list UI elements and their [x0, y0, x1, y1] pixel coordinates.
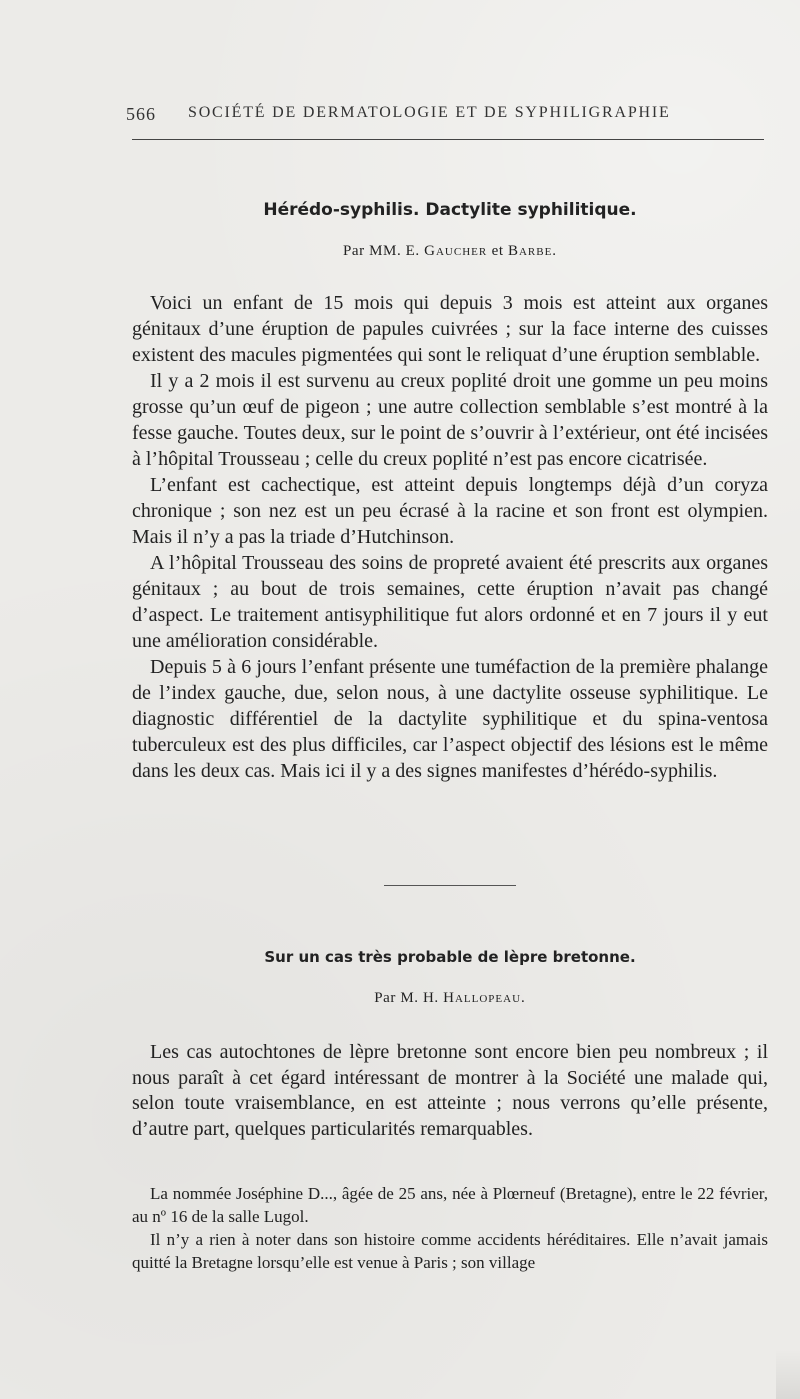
article-title-lepre-bretonne: Sur un cas très probable de lèpre bretonne. [264, 948, 636, 966]
paragraph: Il y a 2 mois il est survenu au creux poplité droit une gomme un peu moins grosse qu’un œuf de pigeon ; une autre collection semblable s’est montré à la fesse gauche. Toutes deux, sur le point de s’ouvrir à l’extérieur, ont été incisées à l’hôpital Trousseau ; celle du creux poplité n’est pas encore cicatrisée. [132, 370, 768, 470]
paragraph: L’enfant est cachectique, est atteint depuis longtemps déjà d’un coryza chronique ; son nez est un peu écrasé à la racine et son front est olympien. Mais il n’y a pas la triade d’Hutchinson. [132, 474, 768, 548]
running-title: SOCIÉTÉ DE DERMATOLOGIE ET DE SYPHILIGRAPHIE [188, 104, 671, 121]
section-separator [384, 885, 516, 886]
paragraph: Les cas autochtones de lèpre bretonne sont encore bien peu nombreux ; il nous paraît à cet égard intéressant de montrer à la Société une malade qui, selon toute vraisemblance, en est atteinte ; nous verrons qu’elle présente, d’autre part, quelques particularités remarquables. [132, 1041, 768, 1140]
scan-edge-shadow [776, 1349, 800, 1399]
case-paragraph: Il n’y a rien à noter dans son histoire comme accidents héréditaires. Elle n’avait jamais quitté la Bretagne lorsqu’elle est venue à Paris ; son village [132, 1230, 768, 1272]
paragraph: Voici un enfant de 15 mois qui depuis 3 mois est atteint aux organes génitaux d’une éruption de papules cuivrées ; sur la face interne des cuisses existent des macules pigmentées qui sont le reliquat d’une éruption semblable. [132, 292, 768, 366]
header-rule [132, 139, 764, 140]
case-paragraph: La nommée Joséphine D..., âgée de 25 ans, née à Plœrneuf (Bretagne), entre le 22 février, au nº 16 de la salle Lugol. [132, 1184, 768, 1226]
article-byline-lepre-bretonne [130, 990, 770, 1007]
author-barbe: Barbe. [507, 243, 558, 259]
byline-prefix: Par M. H. [374, 990, 439, 1006]
byline-conjunction: et [491, 243, 504, 259]
page-number: 566 [126, 104, 156, 124]
article-intro-lepre-bretonne [132, 1040, 768, 1142]
author-gaucher: Gaucher [424, 243, 488, 259]
byline-prefix: Par MM. E. [342, 243, 420, 259]
article-body-heredo-syphilis [132, 290, 768, 784]
paragraph: Depuis 5 à 6 jours l’enfant présente une tuméfaction de la première phalange de l’index gauche, due, selon nous, à une dactylite osseuse syphilitique. Le diagnostic différentiel de la dactylite syphilitique et du spina-ventosa tuberculeux est des plus difficiles, car l’aspect objectif des lésions est le même dans les deux cas. Mais ici il y a des signes manifestes d’hérédo-syphilis. [132, 656, 768, 782]
paragraph: A l’hôpital Trousseau des soins de propreté avaient été prescrits aux organes génitaux ; au bout de trois semaines, cette éruption n’avait pas changé d’aspect. Le traitement antisyphilitique fut alors ordonné et en 7 jours il y eut une amélioration considérable. [132, 552, 768, 652]
case-report-lepre-bretonne [132, 1182, 768, 1274]
author-hallopeau: Hallopeau. [443, 990, 526, 1006]
article-title-heredo-syphilis: Hérédo-syphilis. Dactylite syphilitique. [263, 200, 637, 220]
article-byline-heredo-syphilis [130, 243, 770, 260]
page-header [126, 104, 766, 128]
